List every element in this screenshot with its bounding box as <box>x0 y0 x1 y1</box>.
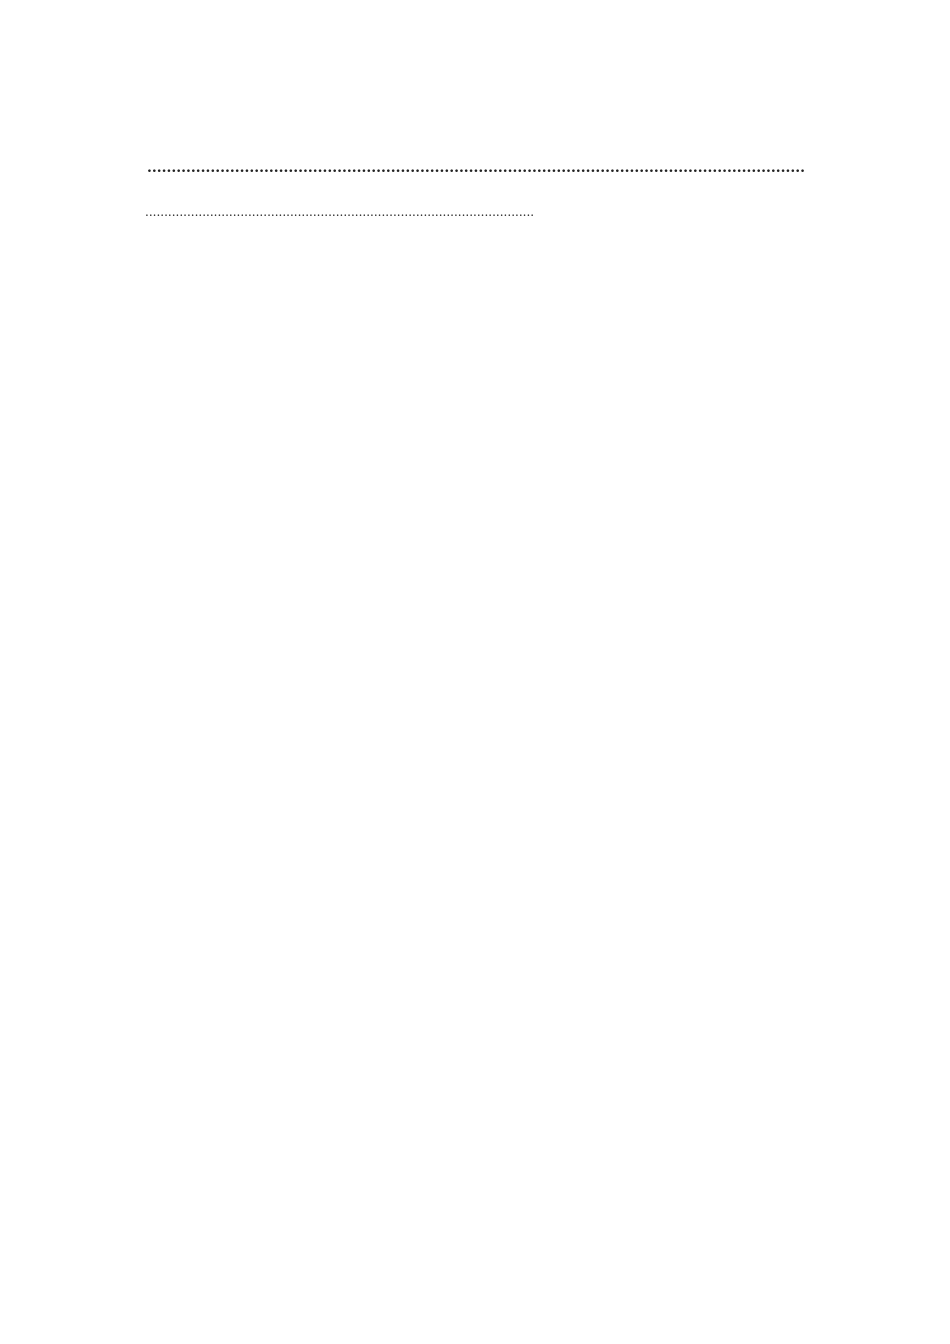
toc-entry-chapter-5[interactable] <box>145 160 805 183</box>
leader-dots <box>145 205 535 219</box>
table-of-contents <box>145 160 815 228</box>
toc-entry-5-1-4[interactable] <box>145 183 815 205</box>
leader-dots <box>147 160 805 176</box>
toc-entry-5-1-4-continuation <box>145 205 815 228</box>
